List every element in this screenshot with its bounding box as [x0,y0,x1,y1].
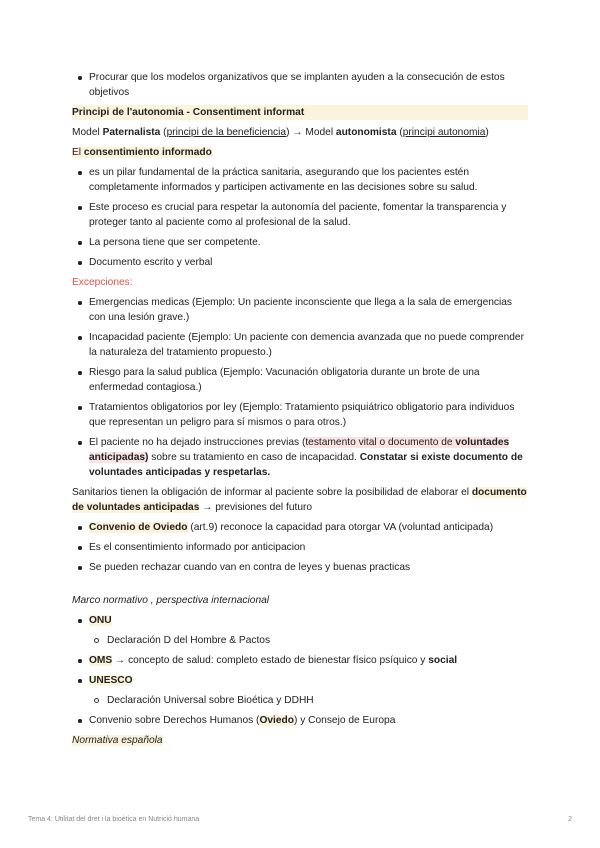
list-item-convenio: Convenio sobre Derechos Humanos (Oviedo) y Consejo de Europa [72,713,528,728]
marco-heading: Marco normativo , perspectiva internacional [72,595,270,606]
normativa-heading: Normativa española [72,735,163,746]
marco-list [72,613,528,728]
heading-autonomia: Principi de l'autonomia - Consentiment informat [72,105,528,120]
list-item: es un pilar fundamental de la práctica sanitaria, asegurando que los pacientes estén completamente informados y participen activamente en las decisiones sobre su salud. [72,165,528,195]
list-item: Procurar que los modelos organizativos que se implanten ayuden a la consecución de estos objetivos [72,70,528,100]
page-number: 2 [568,816,572,823]
ci-heading: El consentimiento informado [72,147,212,158]
page-content [72,70,528,753]
page-footer [28,812,572,827]
list-item: Tratamientos obligatorios por ley (Ejemplo: Tratamiento psiquiátrico obligatorio para individuos que representan un peligro para sí mismos o para otros.) [72,400,528,430]
list-item-unesco: UNESCO [72,673,528,688]
ci-list [72,165,528,270]
list-item-instrucciones: El paciente no ha dejado instrucciones previas (testamento vital o documento de voluntades anticipadas) sobre su tratamiento en caso de incapacidad. Constatar si existe documento de voluntades anticipadas y respetarlas. [72,435,528,480]
list-item: Emergencias medicas (Ejemplo: Un paciente inconsciente que llega a la sala de emergencias con una lesión grave.) [72,295,528,325]
list-item-oms: OMS → concepto de salud: completo estado de bienestar físico psíquico y social [72,653,528,668]
footer-title: Tema 4: Utilitat del dret i la bioètica en Nutrició humana [28,816,200,823]
intro-list [72,70,528,100]
list-item: Incapacidad paciente (Ejemplo: Un paciente con demencia avanzada que no puede comprender la naturaleza del tratamiento propuesto.) [72,330,528,360]
list-item-onu: ONU [72,613,528,628]
list-item: Este proceso es crucial para respetar la autonomía del paciente, fomentar la transparencia y proteger tanto al paciente como al profesional de la salud. [72,200,528,230]
excepciones-list [72,295,528,480]
list-item: Es el consentimiento informado por anticipacion [72,540,528,555]
list-item: Riesgo para la salud publica (Ejemplo: Vacunación obligatoria durante un brote de una enfermedad contagiosa.) [72,365,528,395]
list-item: Se pueden rechazar cuando van en contra de leyes y buenas practicas [72,560,528,575]
model-line: Model Paternalista (principi de la beneficiencia) → Model autonomista (principi autonomia) [72,127,489,138]
list-item: La persona tiene que ser competente. [72,235,528,250]
va-list [72,520,528,575]
sub-list-item: Declaración D del Hombre & Pactos [72,633,528,648]
excepciones-heading: Excepciones: [72,277,133,288]
list-item: Convenio de Oviedo (art.9) reconoce la capacidad para otorgar VA (voluntad anticipada) [72,520,528,535]
sub-list-item: Declaración Universal sobre Bioética y DDHH [72,693,528,708]
sanitarios-line: Sanitarios tienen la obligación de informar al paciente sobre la posibilidad de elaborar el documento de voluntades anticipadas → previsiones del futuro [72,487,527,513]
list-item: Documento escrito y verbal [72,255,528,270]
